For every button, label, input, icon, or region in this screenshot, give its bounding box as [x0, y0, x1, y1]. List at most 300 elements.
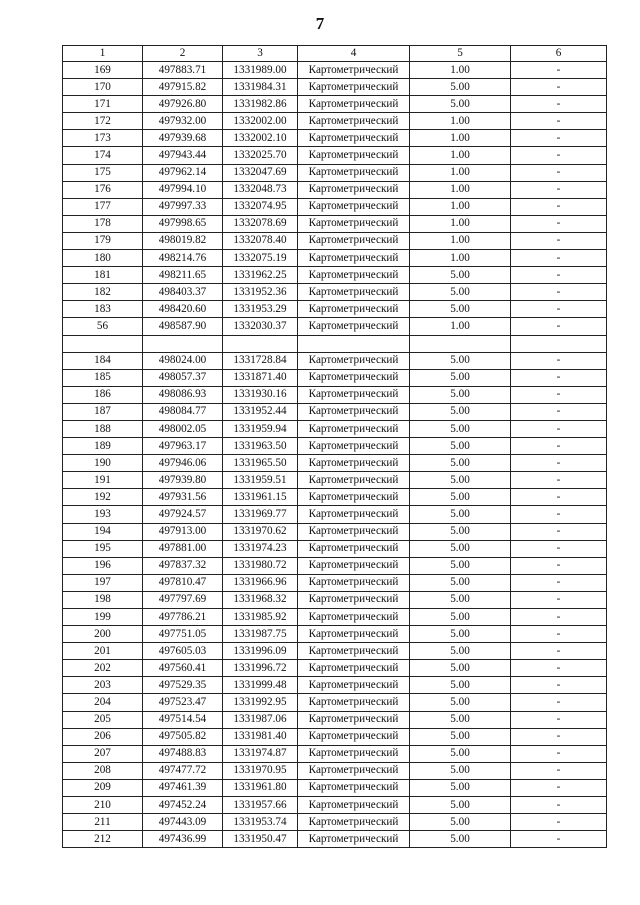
table-cell: 497477.72: [143, 762, 223, 779]
table-cell: Картометрический: [298, 386, 410, 403]
table-cell: 497505.82: [143, 728, 223, 745]
table-cell: -: [511, 352, 607, 369]
table-cell: 497962.14: [143, 164, 223, 181]
table-cell: -: [511, 472, 607, 489]
table-row: [63, 814, 607, 831]
table-cell: 498024.00: [143, 352, 223, 369]
table-cell: -: [511, 301, 607, 318]
table-cell: 1331959.51: [223, 472, 298, 489]
table-cell: 184: [63, 352, 143, 369]
table-cell: 1331963.50: [223, 438, 298, 455]
table-cell: 498214.76: [143, 250, 223, 267]
table-cell: -: [511, 814, 607, 831]
table-row: [63, 797, 607, 814]
table-cell: 5.00: [410, 591, 511, 608]
table-cell: 497931.56: [143, 489, 223, 506]
table-cell: 1331980.72: [223, 557, 298, 574]
table-cell: 497932.00: [143, 113, 223, 130]
table-row: [63, 215, 607, 232]
header-cell: 2: [143, 46, 223, 62]
header-cell: 5: [410, 46, 511, 62]
table-cell: 5.00: [410, 352, 511, 369]
table-cell: 497963.17: [143, 438, 223, 455]
table-cell: 1331952.44: [223, 403, 298, 420]
table-cell: 1331952.36: [223, 284, 298, 301]
table-cell: Картометрический: [298, 660, 410, 677]
table-cell: 497786.21: [143, 609, 223, 626]
table-cell: 1331985.92: [223, 609, 298, 626]
table-cell: 497514.54: [143, 711, 223, 728]
table-cell: 1331970.62: [223, 523, 298, 540]
table-cell: 1331992.95: [223, 694, 298, 711]
table-row: [63, 574, 607, 591]
table-cell: Картометрический: [298, 284, 410, 301]
table-row: [63, 96, 607, 113]
table-cell: 205: [63, 711, 143, 728]
table-cell: 5.00: [410, 267, 511, 284]
table-row: [63, 386, 607, 403]
table-cell: 5.00: [410, 694, 511, 711]
table-cell: 5.00: [410, 609, 511, 626]
table-cell: Картометрический: [298, 694, 410, 711]
table-cell: 195: [63, 540, 143, 557]
table-cell: -: [511, 164, 607, 181]
table-cell: 193: [63, 506, 143, 523]
table-cell: Картометрический: [298, 62, 410, 79]
table-cell: 5.00: [410, 814, 511, 831]
table-cell: 5.00: [410, 403, 511, 420]
table-cell: Картометрический: [298, 574, 410, 591]
table-cell: 497939.80: [143, 472, 223, 489]
table-body: [63, 62, 607, 848]
table-row: [63, 420, 607, 437]
table-cell: 1.00: [410, 198, 511, 215]
table-cell: 1331984.31: [223, 79, 298, 96]
table-cell: 5.00: [410, 284, 511, 301]
table-cell: 1332002.00: [223, 113, 298, 130]
table-cell: 1331957.66: [223, 797, 298, 814]
table-cell: 180: [63, 250, 143, 267]
table-row: [63, 609, 607, 626]
table-cell: Картометрический: [298, 626, 410, 643]
table-row: [63, 677, 607, 694]
table-cell: 498086.93: [143, 386, 223, 403]
table-cell: 497529.35: [143, 677, 223, 694]
table-row: [63, 198, 607, 215]
table-cell: 5.00: [410, 540, 511, 557]
table-cell: 5.00: [410, 711, 511, 728]
table-cell: 1331962.25: [223, 267, 298, 284]
table-cell: 497881.00: [143, 540, 223, 557]
table-row: [63, 147, 607, 164]
table-row: [63, 591, 607, 608]
table-cell: 5.00: [410, 96, 511, 113]
coordinates-table: [62, 45, 607, 848]
table-cell: 1.00: [410, 250, 511, 267]
table-cell: 1331965.50: [223, 455, 298, 472]
page-number: 7: [315, 14, 325, 33]
table-cell: 1.00: [410, 113, 511, 130]
table-cell: Картометрический: [298, 369, 410, 386]
table-cell: 1331974.87: [223, 745, 298, 762]
table-cell: 203: [63, 677, 143, 694]
table-cell: -: [511, 523, 607, 540]
table-cell: Картометрический: [298, 164, 410, 181]
table-cell: Картометрический: [298, 250, 410, 267]
table-cell: 1331989.00: [223, 62, 298, 79]
table-cell: 1.00: [410, 181, 511, 198]
table-cell: Картометрический: [298, 591, 410, 608]
table-cell: 5.00: [410, 779, 511, 796]
table-cell: 175: [63, 164, 143, 181]
table-cell: 5.00: [410, 438, 511, 455]
table-cell: 170: [63, 79, 143, 96]
table-row: [63, 455, 607, 472]
table-cell: 1332075.19: [223, 250, 298, 267]
table-cell: 197: [63, 574, 143, 591]
table-cell: Картометрический: [298, 181, 410, 198]
table-cell: 5.00: [410, 472, 511, 489]
table-row: [63, 694, 607, 711]
table-cell: Картометрический: [298, 540, 410, 557]
table-cell: -: [511, 609, 607, 626]
table-cell: 1331871.40: [223, 369, 298, 386]
table-cell: 1331974.23: [223, 540, 298, 557]
table-row: [63, 250, 607, 267]
table-cell: 1332074.95: [223, 198, 298, 215]
table-cell: Картометрический: [298, 762, 410, 779]
table-cell: 179: [63, 232, 143, 249]
table-cell: -: [511, 369, 607, 386]
table-cell: 185: [63, 369, 143, 386]
table-cell: [223, 335, 298, 352]
table-cell: 1331966.96: [223, 574, 298, 591]
table-cell: Картометрический: [298, 472, 410, 489]
table-cell: -: [511, 779, 607, 796]
table-cell: -: [511, 250, 607, 267]
table-cell: Картометрический: [298, 711, 410, 728]
table-cell: 497443.09: [143, 814, 223, 831]
table-cell: -: [511, 762, 607, 779]
table-row: [63, 643, 607, 660]
table-cell: -: [511, 728, 607, 745]
table-cell: -: [511, 591, 607, 608]
table-cell: 1331930.16: [223, 386, 298, 403]
table-cell: 497915.82: [143, 79, 223, 96]
table-cell: -: [511, 643, 607, 660]
table-cell: 497837.32: [143, 557, 223, 574]
table-cell: 497939.68: [143, 130, 223, 147]
table-cell: -: [511, 267, 607, 284]
table-cell: 498403.37: [143, 284, 223, 301]
table-row: [63, 728, 607, 745]
table-cell: 204: [63, 694, 143, 711]
table-cell: 5.00: [410, 79, 511, 96]
table-row: [63, 181, 607, 198]
table-cell: 1.00: [410, 130, 511, 147]
table-cell: 1.00: [410, 147, 511, 164]
table-cell: 188: [63, 420, 143, 437]
table-cell: 178: [63, 215, 143, 232]
table-row: [63, 438, 607, 455]
table-cell: 497883.71: [143, 62, 223, 79]
header-cell: 1: [63, 46, 143, 62]
table-row: [63, 267, 607, 284]
table-cell: Картометрический: [298, 557, 410, 574]
table-cell: 498420.60: [143, 301, 223, 318]
table-cell: 497797.69: [143, 591, 223, 608]
table-cell: 1.00: [410, 215, 511, 232]
table-cell: 5.00: [410, 660, 511, 677]
table-cell: 1331953.29: [223, 301, 298, 318]
table-cell: 497523.47: [143, 694, 223, 711]
table-cell: 497560.41: [143, 660, 223, 677]
table-cell: -: [511, 574, 607, 591]
table-cell: 5.00: [410, 455, 511, 472]
table-cell: 1331968.32: [223, 591, 298, 608]
table-cell: 192: [63, 489, 143, 506]
table-cell: Картометрический: [298, 79, 410, 96]
table-row: [63, 301, 607, 318]
table-cell: 497488.83: [143, 745, 223, 762]
table-cell: 1.00: [410, 62, 511, 79]
table-cell: 209: [63, 779, 143, 796]
table-cell: 5.00: [410, 831, 511, 848]
table-cell: Картометрический: [298, 352, 410, 369]
table-cell: 5.00: [410, 301, 511, 318]
table-cell: 497998.65: [143, 215, 223, 232]
table-row: [63, 626, 607, 643]
table-cell: Картометрический: [298, 232, 410, 249]
table-cell: 191: [63, 472, 143, 489]
table-cell: Картометрический: [298, 609, 410, 626]
table-cell: 212: [63, 831, 143, 848]
table-cell: 207: [63, 745, 143, 762]
table-cell: 5.00: [410, 574, 511, 591]
table-cell: -: [511, 694, 607, 711]
table-cell: 210: [63, 797, 143, 814]
table-row: [63, 831, 607, 848]
table-cell: Картометрический: [298, 147, 410, 164]
table-cell: Картометрический: [298, 677, 410, 694]
table-row: [63, 335, 607, 352]
table-cell: 498057.37: [143, 369, 223, 386]
table-cell: 1332047.69: [223, 164, 298, 181]
table-cell: 1331982.86: [223, 96, 298, 113]
table-cell: Картометрический: [298, 523, 410, 540]
table-cell: 497810.47: [143, 574, 223, 591]
table-cell: 1332078.69: [223, 215, 298, 232]
table-row: [63, 113, 607, 130]
table-cell: -: [511, 215, 607, 232]
table-cell: -: [511, 232, 607, 249]
table-cell: 5.00: [410, 626, 511, 643]
header-row: [63, 46, 607, 62]
table-row: [63, 523, 607, 540]
table-row: [63, 540, 607, 557]
table-cell: -: [511, 96, 607, 113]
table-cell: 5.00: [410, 557, 511, 574]
table-cell: -: [511, 130, 607, 147]
table-cell: -: [511, 831, 607, 848]
table-header: [63, 46, 607, 62]
table-cell: Картометрический: [298, 745, 410, 762]
table-row: [63, 352, 607, 369]
table-row: [63, 164, 607, 181]
table-cell: 1331969.77: [223, 506, 298, 523]
table-cell: -: [511, 455, 607, 472]
table-cell: 498587.90: [143, 318, 223, 335]
table-cell: 194: [63, 523, 143, 540]
table-row: [63, 403, 607, 420]
table-cell: -: [511, 745, 607, 762]
table-cell: 172: [63, 113, 143, 130]
table-cell: 171: [63, 96, 143, 113]
table-cell: 5.00: [410, 677, 511, 694]
header-cell: 6: [511, 46, 607, 62]
table-cell: -: [511, 540, 607, 557]
table-cell: 5.00: [410, 797, 511, 814]
table-cell: 1.00: [410, 318, 511, 335]
table-cell: 5.00: [410, 523, 511, 540]
table-cell: -: [511, 79, 607, 96]
table-cell: -: [511, 284, 607, 301]
table-cell: 201: [63, 643, 143, 660]
table-cell: 1332030.37: [223, 318, 298, 335]
table-cell: Картометрический: [298, 728, 410, 745]
table-cell: 497461.39: [143, 779, 223, 796]
table-cell: 187: [63, 403, 143, 420]
table-cell: Картометрический: [298, 215, 410, 232]
table-cell: -: [511, 420, 607, 437]
table-cell: 497924.57: [143, 506, 223, 523]
table-cell: 169: [63, 62, 143, 79]
table-row: [63, 232, 607, 249]
table-cell: 1331950.47: [223, 831, 298, 848]
table-cell: -: [511, 660, 607, 677]
table-cell: 198: [63, 591, 143, 608]
table-cell: [143, 335, 223, 352]
table-cell: -: [511, 438, 607, 455]
table-cell: 1331987.06: [223, 711, 298, 728]
table-row: [63, 472, 607, 489]
table-cell: 1331728.84: [223, 352, 298, 369]
table-row: [63, 506, 607, 523]
table-cell: 1.00: [410, 232, 511, 249]
table-cell: 498211.65: [143, 267, 223, 284]
table-cell: 1332002.10: [223, 130, 298, 147]
table-cell: Картометрический: [298, 96, 410, 113]
table-cell: -: [511, 506, 607, 523]
table-cell: 497751.05: [143, 626, 223, 643]
table-cell: 497943.44: [143, 147, 223, 164]
table-cell: 182: [63, 284, 143, 301]
table-cell: -: [511, 677, 607, 694]
table-cell: 202: [63, 660, 143, 677]
table-cell: Картометрический: [298, 130, 410, 147]
table-cell: [511, 335, 607, 352]
table-cell: 1331996.72: [223, 660, 298, 677]
table-row: [63, 79, 607, 96]
table-cell: 1331961.80: [223, 779, 298, 796]
table-cell: 498002.05: [143, 420, 223, 437]
table-row: [63, 489, 607, 506]
table-cell: Картометрический: [298, 489, 410, 506]
table-cell: [298, 335, 410, 352]
header-cell: 4: [298, 46, 410, 62]
table-cell: Картометрический: [298, 403, 410, 420]
table-row: [63, 62, 607, 79]
table-cell: 199: [63, 609, 143, 626]
table-cell: 497452.24: [143, 797, 223, 814]
table-cell: -: [511, 198, 607, 215]
table-cell: -: [511, 557, 607, 574]
table-row: [63, 130, 607, 147]
table-cell: 1331953.74: [223, 814, 298, 831]
table-cell: -: [511, 797, 607, 814]
table-cell: 498019.82: [143, 232, 223, 249]
table-cell: [410, 335, 511, 352]
table-cell: 497605.03: [143, 643, 223, 660]
table-cell: 497997.33: [143, 198, 223, 215]
table-cell: 1.00: [410, 164, 511, 181]
table-cell: 173: [63, 130, 143, 147]
table-cell: 5.00: [410, 489, 511, 506]
table-cell: 211: [63, 814, 143, 831]
table-cell: 1331999.48: [223, 677, 298, 694]
table-cell: 497994.10: [143, 181, 223, 198]
table-row: [63, 779, 607, 796]
header-cell: 3: [223, 46, 298, 62]
table-cell: 208: [63, 762, 143, 779]
table-cell: Картометрический: [298, 643, 410, 660]
table-cell: -: [511, 318, 607, 335]
table-cell: 189: [63, 438, 143, 455]
table-cell: 1331981.40: [223, 728, 298, 745]
table-cell: 176: [63, 181, 143, 198]
table-cell: Картометрический: [298, 113, 410, 130]
table-cell: 206: [63, 728, 143, 745]
table-row: [63, 318, 607, 335]
table-cell: Картометрический: [298, 267, 410, 284]
table-cell: 56: [63, 318, 143, 335]
table-cell: 5.00: [410, 745, 511, 762]
table-cell: 1332048.73: [223, 181, 298, 198]
table-cell: 497913.00: [143, 523, 223, 540]
table-cell: -: [511, 626, 607, 643]
table-cell: 5.00: [410, 643, 511, 660]
table-cell: 5.00: [410, 506, 511, 523]
table-cell: 1332078.40: [223, 232, 298, 249]
table-cell: 5.00: [410, 728, 511, 745]
table-row: [63, 557, 607, 574]
table-cell: 183: [63, 301, 143, 318]
table-row: [63, 711, 607, 728]
table-cell: -: [511, 711, 607, 728]
table-cell: 181: [63, 267, 143, 284]
table-cell: 498084.77: [143, 403, 223, 420]
table-cell: Картометрический: [298, 797, 410, 814]
table-cell: 1331987.75: [223, 626, 298, 643]
table-cell: -: [511, 147, 607, 164]
table-cell: 1332025.70: [223, 147, 298, 164]
table-cell: 174: [63, 147, 143, 164]
table-cell: Картометрический: [298, 198, 410, 215]
table-cell: 5.00: [410, 762, 511, 779]
table-cell: -: [511, 113, 607, 130]
table-cell: Картометрический: [298, 420, 410, 437]
table-cell: 497436.99: [143, 831, 223, 848]
